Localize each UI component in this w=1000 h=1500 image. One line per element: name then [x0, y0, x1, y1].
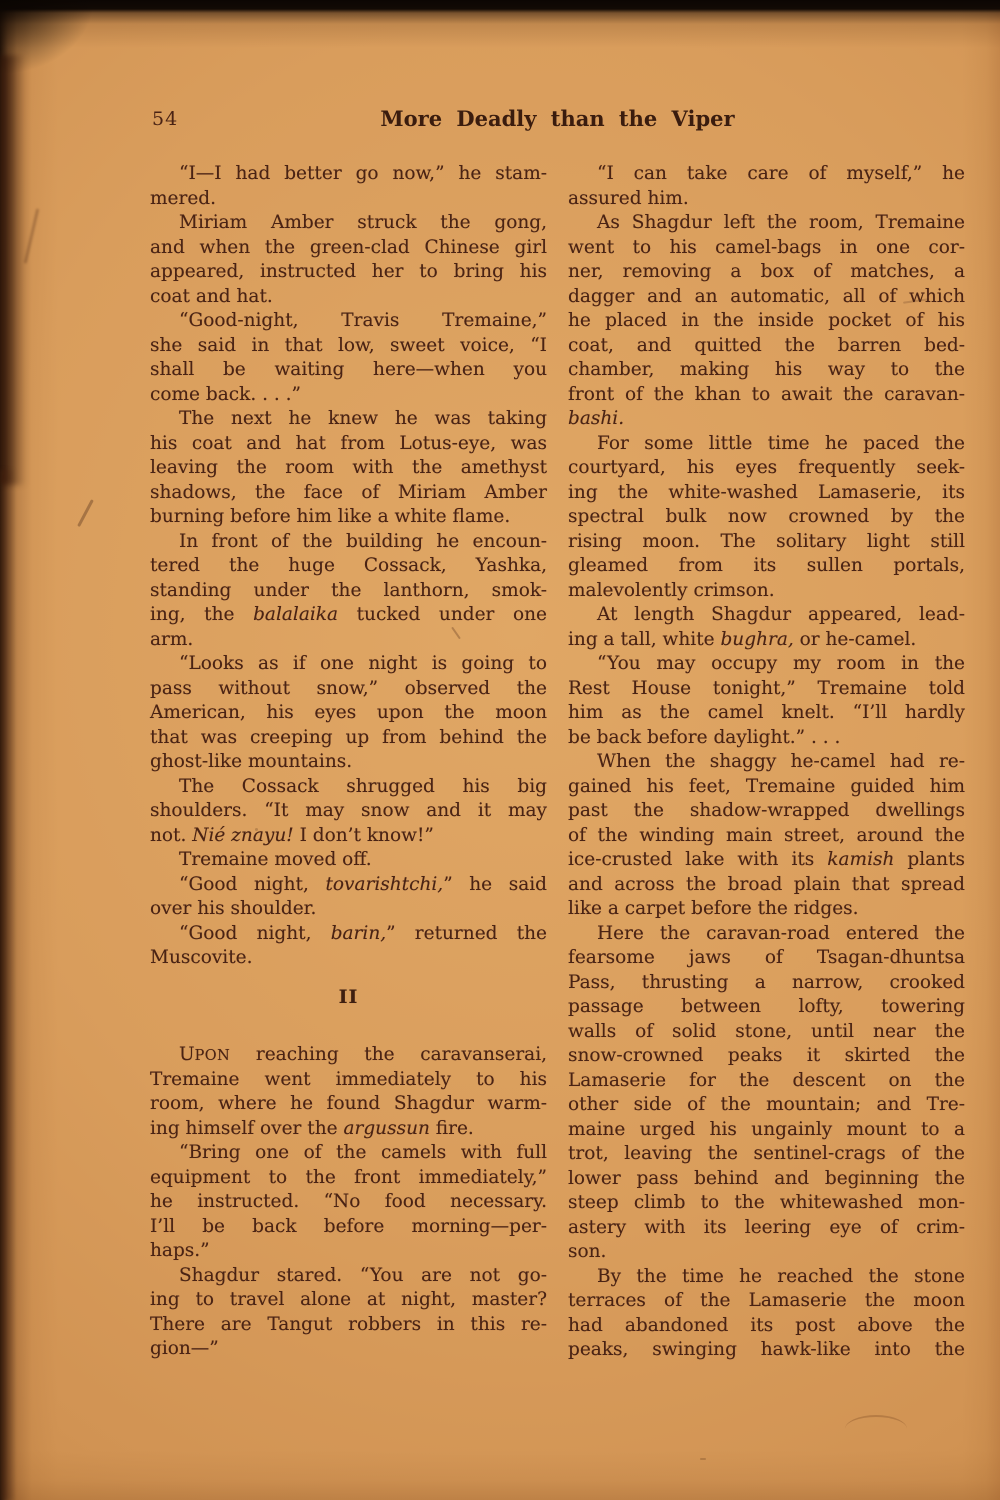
text-line: ing, the balalaika tucked under one [150, 604, 547, 625]
text-line: peaks, swinging hawk-like into the [568, 1339, 965, 1360]
text-line: walls of solid stone, until near the [568, 1020, 965, 1042]
text-line: gained his feet, Tremaine guided him [568, 775, 965, 797]
text-line: shadows, the face of Miriam Amber [150, 481, 547, 503]
text-line: steep climb to the whitewashed mon- [568, 1192, 965, 1213]
text-line: come back. . . .” [150, 383, 301, 405]
scan-artifact [700, 1458, 706, 1460]
text-line: ing himself over the argussun fire. [150, 1117, 474, 1139]
text-line: The Cossack shrugged his big [179, 775, 547, 797]
text-line: he instructed. “No food necessary. [150, 1191, 547, 1212]
column-left [150, 162, 547, 1362]
text-line: other side of the mountain; and Tre- [568, 1094, 965, 1115]
text-line: gion—” [150, 1338, 219, 1359]
text-line: equipment to the front immediately,” [150, 1166, 547, 1188]
text-line: Pass, thrusting a narrow, crooked [568, 971, 965, 993]
text-line: front of the khan to await the caravan- [568, 383, 965, 405]
text-line: burning before him like a white flame. [150, 506, 511, 527]
text-line: “Good night, tovarishtchi,” he said [179, 873, 547, 895]
text-line: Here the caravan-road entered the [597, 922, 965, 944]
text-line: passage between lofty, towering [568, 996, 965, 1017]
text-line: and across the broad plain that spread [568, 873, 965, 895]
text-line: his coat and hat from Lotus-eye, was [150, 432, 547, 454]
text-line: astery with its leering eye of crim- [568, 1216, 965, 1238]
text-line: American, his eyes upon the moon [150, 702, 547, 723]
text-line: Rest House tonight,” Tremaine told [568, 677, 965, 699]
text-line: like a carpet before the ridges. [568, 898, 859, 919]
text-line: ice-crusted lake with its kamish plants [568, 849, 965, 870]
text-line: went to his camel-bags in one cor- [568, 236, 965, 258]
text-line: bashi. [568, 408, 625, 429]
text-line: past the shadow-wrapped dwellings [568, 800, 965, 821]
text-line: “I—I had better go now,” he stam- [179, 163, 547, 184]
text-line: snow-crowned peaks it skirted the [568, 1045, 965, 1066]
text-line: ing a tall, white bughra, or he-camel. [568, 628, 917, 650]
text-line: pass without snow,” observed the [150, 677, 547, 699]
text-line: and when the green-clad Chinese girl [150, 236, 547, 258]
scan-shadow-left-edge [0, 55, 26, 485]
text-line: rising moon. The solitary light still [568, 530, 965, 552]
text-line: When the shaggy he-camel had re- [597, 751, 965, 772]
running-title: More Deadly than the Viper [380, 106, 735, 131]
text-line: “I can take care of myself,” he [597, 163, 965, 184]
text-line: shoulders. “It may snow and it may [150, 800, 547, 821]
text-line: tered the huge Cossack, Yashka, [150, 555, 547, 576]
text-line: of the winding main street, around the [568, 824, 965, 846]
text-line: haps.” [150, 1240, 210, 1261]
text-line: fearsome jaws of Tsagan-dhuntsa [568, 947, 965, 968]
text-line: For some little time he paced the [597, 432, 965, 454]
text-line: ing the white-washed Lamaserie, its [568, 481, 965, 503]
text-line: “Looks as if one night is going to [179, 653, 547, 674]
text-line: Muscovite. [150, 947, 253, 968]
text-line: “Good night, barin,” returned the [179, 922, 547, 944]
text-line: room, where he found Shagdur warm- [150, 1093, 547, 1114]
text-line: By the time he reached the stone [597, 1265, 965, 1287]
scan-artifact [255, 828, 258, 831]
text-line: “Good-night, Travis Tremaine,” [179, 310, 547, 331]
text-line: mered. [150, 187, 217, 209]
text-line: shall be waiting here—when you [150, 359, 547, 380]
text-line: that was creeping up from behind the [150, 726, 547, 748]
text-line: Lamaserie for the descent on the [568, 1069, 965, 1091]
text-line: Tremaine moved off. [179, 849, 372, 870]
text-line: At length Shagdur appeared, lead- [597, 604, 965, 625]
text-line: UPON reaching the caravanserai, [179, 1044, 547, 1065]
page-number: 54 [152, 108, 179, 130]
scan-artifact [24, 208, 40, 263]
text-line: There are Tangut robbers in this re- [150, 1313, 547, 1335]
text-line: be back before daylight.” . . . [568, 726, 841, 748]
text-line: arm. [150, 628, 194, 650]
text-line: courtyard, his eyes frequently seek- [568, 457, 965, 478]
scan-artifact [845, 1415, 907, 1443]
text-line: Miriam Amber struck the gong, [179, 212, 547, 233]
text-line: lower pass behind and beginning the [568, 1167, 965, 1189]
text-line: appeared, instructed her to bring his [150, 261, 547, 282]
text-line: ing to travel alone at night, master? [150, 1289, 547, 1310]
text-line: coat, and quitted the barren bed- [568, 334, 965, 356]
text-line: spectral bulk now crowned by the [568, 506, 965, 527]
text-line: I’ll be back before morning—per- [150, 1215, 547, 1237]
text-line: malevolently crimson. [568, 579, 775, 601]
text-line: “You may occupy my room in the [597, 653, 965, 674]
text-line: trot, leaving the sentinel-crags of the [568, 1143, 965, 1164]
column-right [568, 162, 965, 1363]
scan-shadow-left-edge-lower [0, 470, 15, 1500]
text-line: In front of the building he encoun- [179, 530, 547, 552]
text-line: over his shoulder. [150, 898, 317, 919]
text-line: The next he knew he was taking [179, 408, 547, 429]
text-line: coat and hat. [150, 285, 273, 307]
text-line: he placed in the inside pocket of his [568, 310, 965, 331]
text-line: ghost-like mountains. [150, 751, 353, 772]
text-line: son. [568, 1241, 607, 1262]
text-line: ner, removing a box of matches, a [568, 261, 965, 282]
text-line: As Shagdur left the room, Tremaine [597, 212, 965, 233]
text-line: she said in that low, sweet voice, “I [150, 334, 547, 356]
text-line: chamber, making his way to the [568, 359, 965, 380]
text-line: him as the camel knelt. “I’ll hardly [568, 702, 965, 723]
text-line: standing under the lanthorn, smok- [150, 579, 547, 601]
scan-artifact [77, 499, 93, 527]
section-heading: II [338, 985, 359, 1008]
text-line: terraces of the Lamaserie the moon [568, 1290, 965, 1311]
text-line: Shagdur stared. “You are not go- [179, 1264, 547, 1286]
text-line: had abandoned its post above the [568, 1314, 965, 1336]
text-line: “Bring one of the camels with full [179, 1142, 547, 1163]
text-line: maine urged his ungainly mount to a [568, 1118, 965, 1140]
text-line: Tremaine went immediately to his [150, 1068, 547, 1090]
text-line: gleamed from its sullen portals, [568, 555, 965, 576]
text-line: not. Nié znayu! I don’t know!” [150, 824, 434, 846]
text-line: assured him. [568, 187, 689, 209]
text-line: leaving the room with the amethyst [150, 457, 547, 478]
text-line: dagger and an automatic, all of which [568, 285, 965, 307]
